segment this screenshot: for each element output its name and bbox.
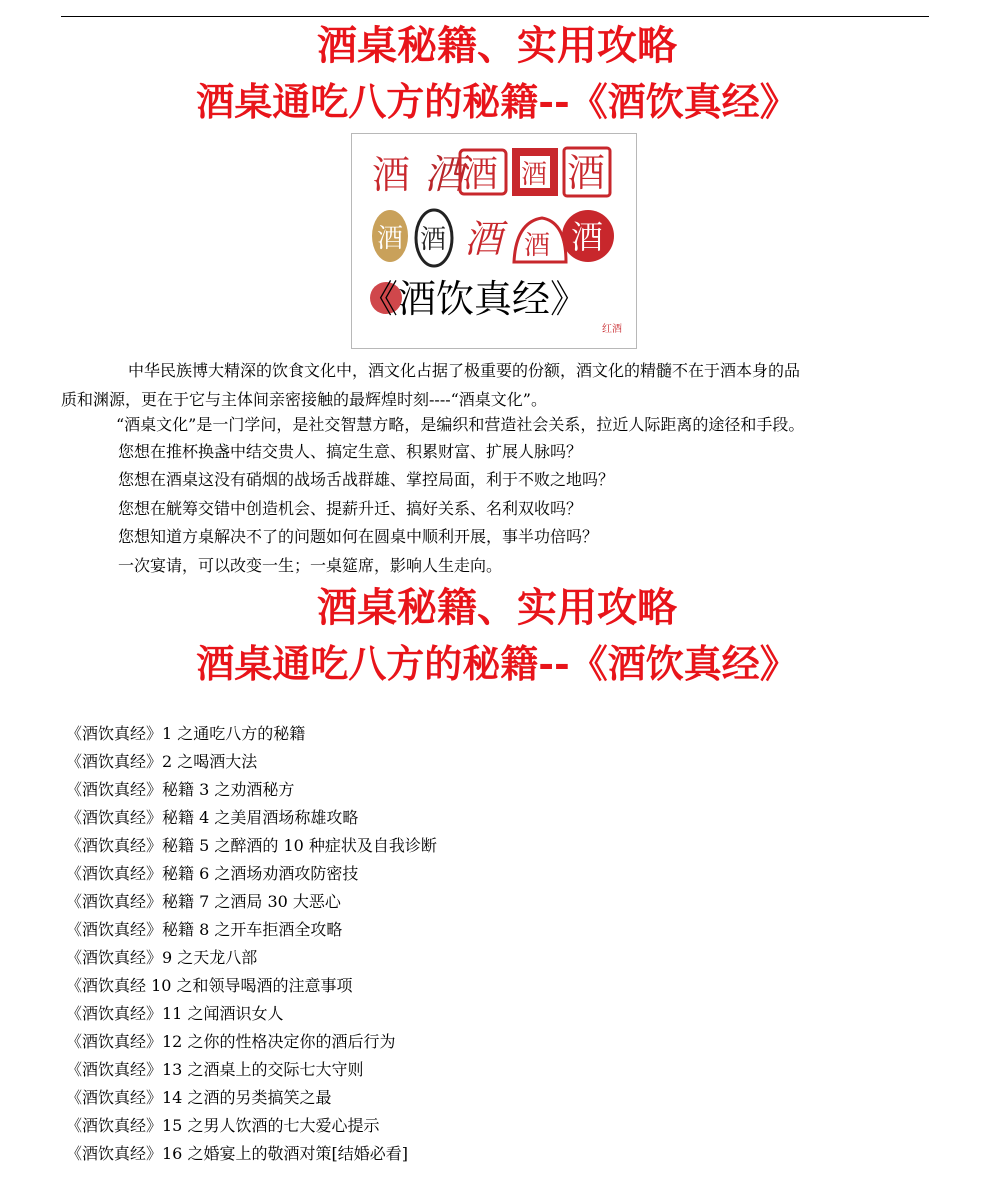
- seal-row-1: [372, 148, 610, 198]
- toc-link[interactable]: 《酒饮真经》11 之闻酒识女人: [66, 1004, 284, 1023]
- toc-link[interactable]: 《酒饮真经》秘籍 6 之酒场劝酒攻防密技: [66, 864, 359, 883]
- toc-link[interactable]: 《酒饮真经》秘籍 3 之劝酒秘方: [66, 780, 295, 799]
- toc-link[interactable]: 《酒饮真经》14 之酒的另类搞笑之最: [66, 1088, 332, 1107]
- toc-item[interactable]: [66, 888, 437, 916]
- section-subtitle: 酒桌通吃八方的秘籍--《酒饮真经》: [196, 641, 798, 686]
- toc-link[interactable]: 《酒饮真经》1 之通吃八方的秘籍: [66, 724, 306, 743]
- toc-item[interactable]: [66, 972, 437, 1000]
- toc-item[interactable]: [66, 720, 437, 748]
- toc-item[interactable]: [66, 1140, 437, 1168]
- page-subtitle: 酒桌通吃八方的秘籍--《酒饮真经》: [196, 79, 798, 124]
- toc-link[interactable]: 《酒饮真经》15 之男人饮酒的七大爱心提示: [66, 1116, 380, 1135]
- intro-paragraph-line-3: “酒桌文化”是一门学问，是社交智慧方略，是编织和营造社会关系，拉近人际距离的途径和手段。: [116, 415, 805, 434]
- intro-closing-line: 一次宴请，可以改变一生；一桌筵席，影响人生走向。: [118, 556, 503, 575]
- toc-link[interactable]: 《酒饮真经》秘籍 8 之开车拒酒全攻略: [66, 920, 343, 939]
- seal-glyph: 酒: [377, 224, 404, 254]
- seal-glyph: 酒: [424, 152, 464, 198]
- toc-link[interactable]: 《酒饮真经》13 之酒桌上的交际七大守则: [66, 1060, 364, 1079]
- toc-item[interactable]: [66, 1000, 437, 1028]
- seal-glyph: 酒: [567, 151, 606, 195]
- toc-item[interactable]: [66, 1056, 437, 1084]
- toc-item[interactable]: [66, 1028, 437, 1056]
- intro-paragraph-line-1: 中华民族博大精深的饮食文化中，酒文化占据了极重要的份额，酒文化的精髓不在于酒本身的品: [128, 361, 801, 380]
- section-title: 酒桌秘籍、实用攻略: [317, 584, 677, 631]
- intro-question-2: 您想在酒桌这没有硝烟的战场舌战群雄、掌控局面，利于不败之地吗？: [118, 470, 615, 489]
- intro-question-4: 您想知道方桌解决不了的问题如何在圆桌中顺利开展，事半功倍吗？: [118, 527, 599, 546]
- toc-item[interactable]: [66, 776, 437, 804]
- seal-glyph: 酒: [464, 217, 503, 261]
- top-rule: [61, 16, 929, 17]
- toc-link[interactable]: 《酒饮真经》秘籍 4 之美眉酒场称雄攻略: [66, 808, 359, 827]
- toc-item[interactable]: [66, 860, 437, 888]
- seal-artwork: [352, 134, 636, 348]
- page-title: 酒桌秘籍、实用攻略: [317, 22, 677, 69]
- toc-link[interactable]: 《酒饮真经》16 之婚宴上的敬酒对策[结婚必看]: [66, 1144, 408, 1163]
- toc-link[interactable]: 《酒饮真经》2 之喝酒大法: [66, 752, 258, 771]
- seal-illustration: [351, 133, 637, 349]
- seal-glyph: 酒: [372, 153, 411, 197]
- toc-link[interactable]: 《酒饮真经》秘籍 5 之醉酒的 10 种症状及自我诊断: [66, 836, 437, 855]
- image-corner-label: 红酒: [602, 324, 622, 335]
- toc-link[interactable]: 《酒饮真经 10 之和领导喝酒的注意事项: [66, 976, 353, 995]
- toc-item[interactable]: [66, 1112, 437, 1140]
- toc-item[interactable]: [66, 748, 437, 776]
- toc-item[interactable]: [66, 944, 437, 972]
- image-caption: 《酒饮真经》: [360, 277, 589, 321]
- seal-glyph: 酒: [524, 231, 551, 261]
- toc-item[interactable]: [66, 916, 437, 944]
- toc-item[interactable]: [66, 1084, 437, 1112]
- toc-item[interactable]: [66, 804, 437, 832]
- intro-question-3: 您想在觥筹交错中创造机会、提薪升迁、搞好关系、名利双收吗？: [118, 499, 583, 518]
- toc-link[interactable]: 《酒饮真经》12 之你的性格决定你的酒后行为: [66, 1032, 396, 1051]
- seal-glyph: 酒: [571, 218, 604, 256]
- seal-glyph: 酒: [420, 225, 447, 255]
- seal-glyph: 酒: [462, 154, 499, 195]
- toc-link[interactable]: 《酒饮真经》秘籍 7 之酒局 30 大恶心: [66, 892, 341, 911]
- table-of-contents: [66, 720, 437, 1168]
- intro-question-1: 您想在推杯换盏中结交贵人、搞定生意、积累财富、扩展人脉吗？: [118, 442, 583, 461]
- seal-glyph: 酒: [521, 160, 548, 190]
- intro-paragraph-line-2: 质和渊源，更在于它与主体间亲密接触的最辉煌时刻----“酒桌文化”。: [61, 390, 547, 409]
- seal-row-2: [372, 210, 614, 266]
- toc-item[interactable]: [66, 832, 437, 860]
- toc-link[interactable]: 《酒饮真经》9 之天龙八部: [66, 948, 258, 967]
